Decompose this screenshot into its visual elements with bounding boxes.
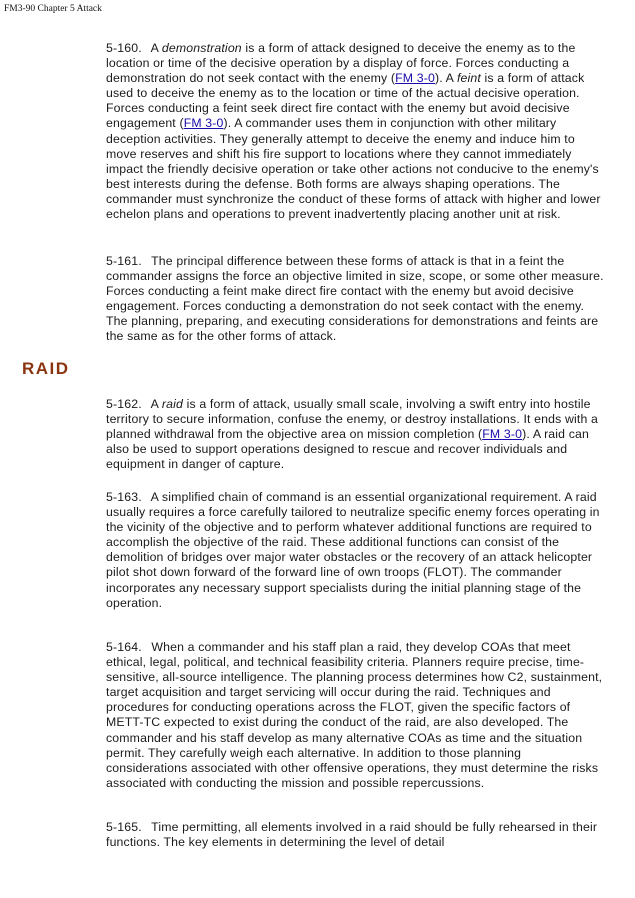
paragraph-text: ). A commander uses them in conjunction with other military deception activities. They generally attempt to deceive the enemy and induce him to move reserves and shift his fire support to locations where they cannot immediately impact the friendly decisive operation or take other actions not conducive to the enemy's best interests during the defense. Both forms are always shaping operations. The commander must synchronize the conduct of these forms of attack with higher and lower echelon plans and operations to prevent inadvertently placing another unit at risk. [106,116,601,222]
paragraph-text: A [150,41,162,55]
paragraph-text: A [150,397,162,411]
paragraph-text: ). A raid can also be used to support operations designed to rescue and recover individuals and equipment in danger of capture. [106,427,590,472]
running-head: FM3-90 Chapter 5 Attack [4,4,102,14]
paragraph-5-160 [106,41,606,222]
paragraph-text: is a form of attack used to deceive the enemy as to the location or time of the actual decisive operation. Forces conducting a feint seek direct fire contact with the enemy but avoid decisive engagement ( [106,71,585,131]
paragraph-number: 5-162. [106,397,142,411]
paragraph-text: When a commander and his staff plan a raid, they develop COAs that meet ethical, legal, political, and technical feasibility criteria. Planners require precise, time-sensitive, all-source intelligence. The planning process determines how C2, sustainment, target acquisition and target servicing will occur during the raid. Techniques and procedures for conducting operations across the FLOT, given the specific factors of METT-TC expected to exist during the conduct of the raid, are also developed. The commander and his staff develop as many alternative COAs as time and the situation permit. They carefully weigh each alternative. In addition to those planning considerations associated with other offensive operations, they must determine the risks associated with conducting the mission and possible repercussions. [106,640,603,790]
term-feint: feint [456,71,481,86]
fm-3-0-link[interactable]: FM 3-0 [395,71,435,86]
section-heading-raid: RAID [22,359,70,378]
term-demonstration: demonstration [161,41,242,55]
paragraph-number: 5-160. [106,41,142,55]
paragraph-text: A simplified chain of command is an essential organizational requirement. A raid usually requires a force carefully tailored to neutralize specific enemy forces operating in the vicinity of the objective and to perform whatever additional functions are required to accomplish the objective of the raid. These additional functions can consist of the demolition of bridges over major water obstacles or the recovery of an attack helicopter pilot shot down forward of the forward line of own troops (FLOT). The commander incorporates any necessary support specialists during the initial planning stage of the operation. [106,490,600,610]
paragraph-number: 5-164. [106,640,142,654]
paragraph-number: 5-163. [106,490,142,504]
paragraph-text: is a form of attack designed to deceive the enemy as to the location or time of the decisive operation by a display of force. Forces conducting a demonstration do not seek contact with the enemy ( [106,41,576,86]
paragraph-5-164 [106,640,606,791]
paragraph-5-163 [106,490,606,611]
paragraph-text: is a form of attack, usually small scale, involving a swift entry into hostile territory to secure information, confuse the enemy, or destroy installations. It ends with a planned withdrawal from the objective area on mission completion ( [106,397,599,442]
paragraph-text: ). A [434,71,457,86]
fm-3-0-link[interactable]: FM 3-0 [183,116,224,131]
paragraph-5-162 [106,397,606,472]
paragraph-text: The principal difference between these forms of attack is that in a feint the commander assigns the force an objective limited in size, scope, or some other measure. Forces conducting a feint make direct fire contact with the enemy but avoid decisive engagement. Forces conducting a demonstration do not seek contact with the enemy. The planning, preparing, and executing considerations for demonstrations and feints are the same as for the other forms of attack. [106,254,604,344]
paragraph-5-165 [106,820,606,850]
paragraph-number: 5-165. [106,820,142,834]
paragraph-number: 5-161. [106,254,142,268]
fm-3-0-link[interactable]: FM 3-0 [482,427,523,442]
paragraph-text: Time permitting, all elements involved in a raid should be fully rehearsed in their functions. The key elements in determining the level of detail [106,820,598,850]
paragraph-5-161 [106,254,606,345]
term-raid: raid [161,397,184,411]
